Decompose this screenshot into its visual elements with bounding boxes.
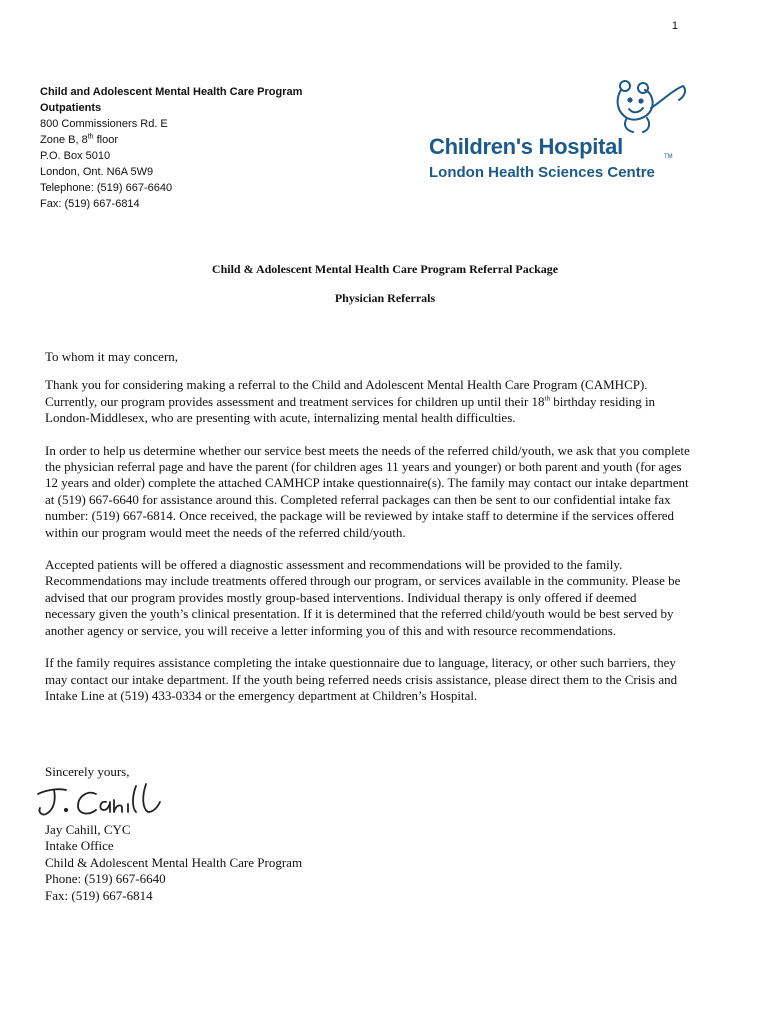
paragraph-referral-process: In order to help us determine whether our service best meets the needs of the referred child/youth, we ask that you complete the physician referral page and have the parent (for children ages 11 years and younger) or both parent and youth (for ages 12 years and older) complete the attached CAMHCP intake questionnaire(s). The family may contact our intake department at (519) 667-6640 for assistance around this. Completed referral packages can then be sent to our confidential intake fax number: (519) 667-6814. Once received, the package will be reviewed by intake staff to determine if the services offered within our program would meet the needs of the referred child/youth. [45, 442, 690, 540]
address-city: London, Ont. N6A 5W9 [40, 166, 154, 178]
handwritten-signature [36, 782, 176, 822]
page-number: 1 [671, 20, 678, 32]
paragraph-assessment: Accepted patients will be offered a diagnostic assessment and recommendations will be provided to the family. Recommendations may include treatments offered through our program, or services available in the community. Please be advised that our program provides mostly group-based interventions. Individual therapy is only offered if deemed necessary given the youth’s clinical presentation. If it is determined that the referred child/youth would be best served by another agency or service, you will receive a letter informing you of this and with resource recommendations. [45, 557, 681, 638]
address-street: 800 Commissioners Rd. E [40, 118, 168, 130]
bear-mascot-icon [603, 78, 693, 134]
address-fax: Fax: (519) 667-6814 [40, 198, 140, 210]
address-zone: Zone B, 8th floor [40, 133, 119, 146]
logo-hospital-name: Children's Hospital [429, 134, 623, 159]
letter-body [45, 349, 690, 720]
address-telephone: Telephone: (519) 667-6640 [40, 182, 173, 194]
closing: Sincerely yours, [45, 764, 130, 779]
hospital-logo [425, 78, 695, 188]
address-po-box: P.O. Box 5010 [40, 150, 111, 162]
document-title: Child & Adolescent Mental Health Care Program Referral Package [211, 262, 559, 276]
document-subtitle: Physician Referrals [334, 291, 436, 305]
logo-subtitle: London Health Sciences Centre [429, 164, 655, 181]
return-address [40, 84, 302, 212]
logo-trademark: TM [664, 154, 673, 160]
address-department: Outpatients [40, 102, 102, 114]
signature-block [45, 822, 302, 904]
paragraph-intro: Thank you for considering making a referral to the Child and Adolescent Mental Health Care Program (CAMHCP). Currently, our program provides assessment and treatment services for children up until their 18th birthday residing in London-Middlesex, who are presenting with acute, internalizing mental health difficulties. [45, 377, 656, 426]
signer-program: Child & Adolescent Mental Health Care Program [45, 854, 303, 870]
signer-office: Intake Office [45, 838, 114, 854]
address-program: Child and Adolescent Mental Health Care Program [40, 86, 303, 98]
paragraph-assistance: If the family requires assistance completing the intake questionnaire due to language, literacy, or other such barriers, they may contact our intake department. If the youth being referred needs crisis assistance, please direct them to the Crisis and Intake Line at (519) 433-0334 or the emergency department at Children’s Hospital. [45, 655, 678, 703]
signer-name: Jay Cahill, CYC [45, 822, 131, 837]
salutation: To whom it may concern, [45, 349, 179, 364]
signer-phone: Phone: (519) 667-6640 [45, 871, 166, 887]
signer-fax: Fax: (519) 667-6814 [45, 887, 153, 903]
